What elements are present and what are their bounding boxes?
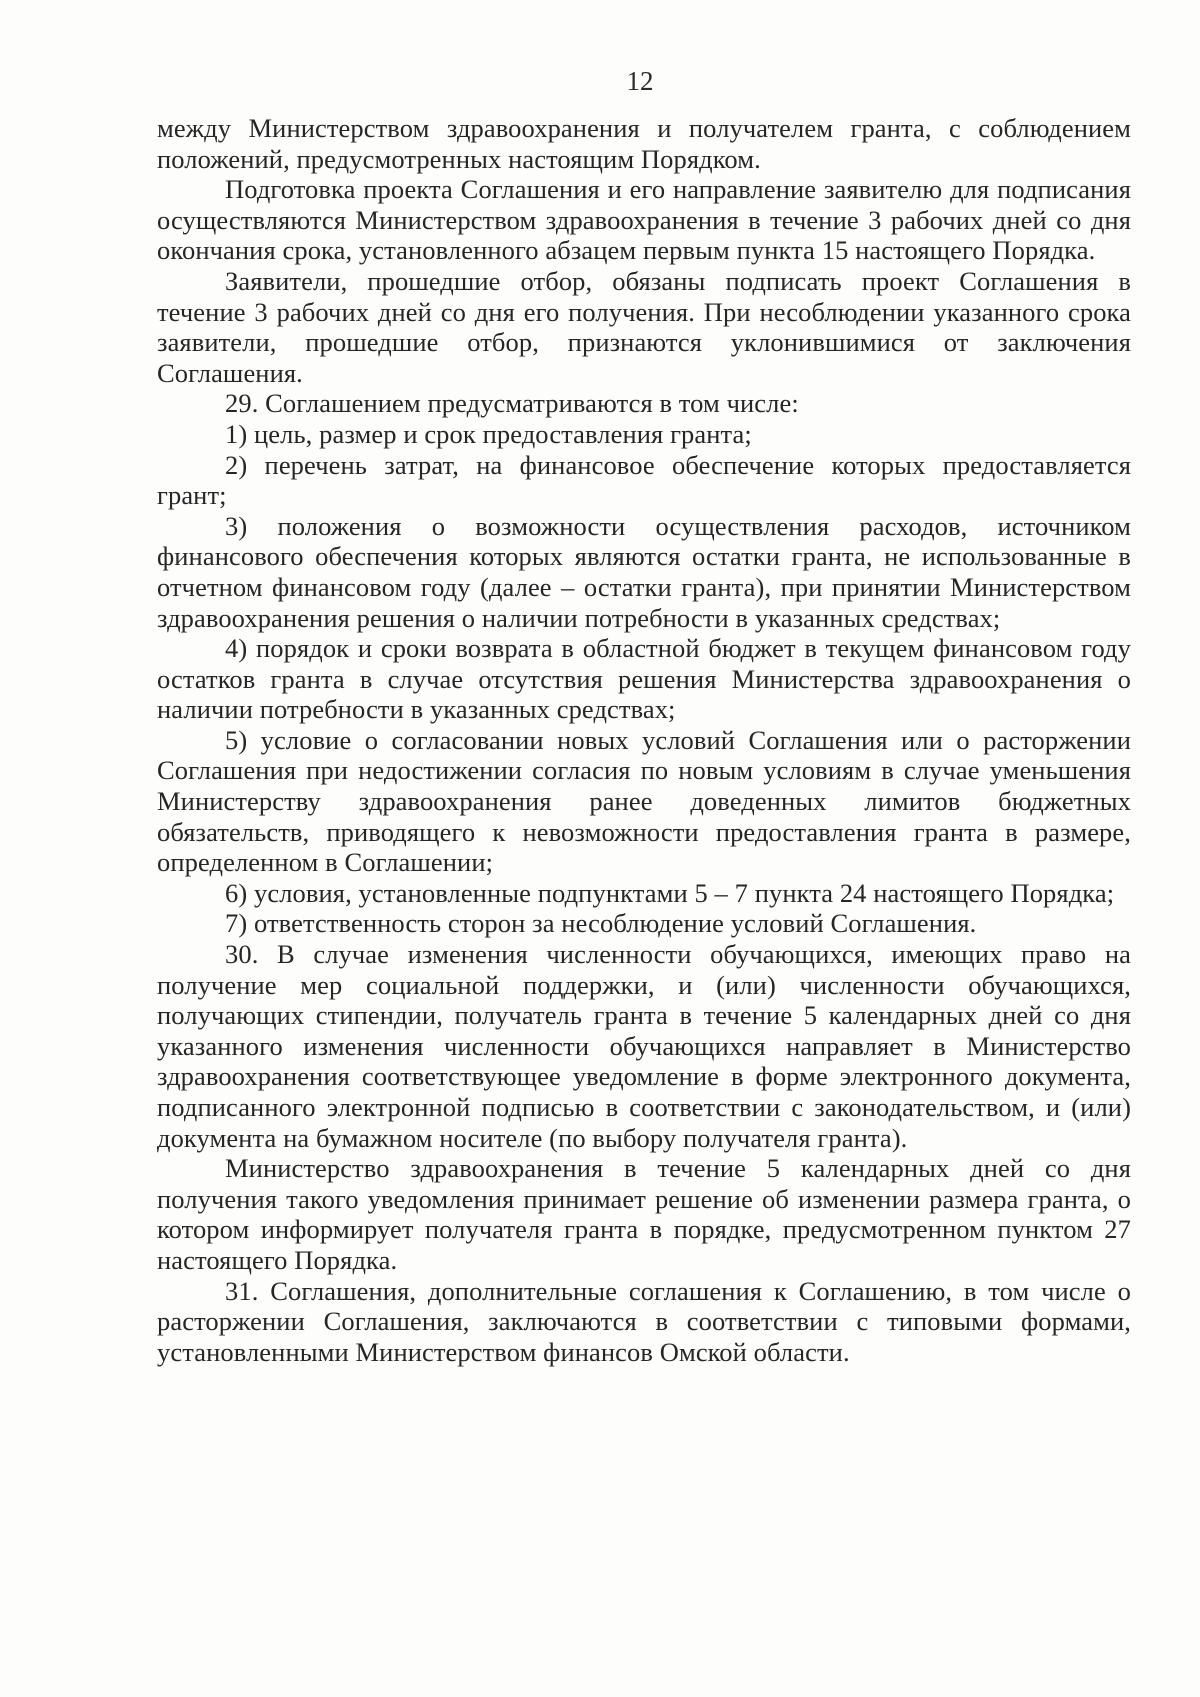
paragraph: 1) цель, размер и срок предоставления гранта;: [225, 418, 752, 449]
paragraph: Подготовка проекта Соглашения и его направление заявителю для подписания осуществляются Министерством здравоохранения в течение 3 рабочих дней со дня окончания срока, установленного абзацем первым пункта 15 настоящего Порядка.: [157, 174, 1131, 266]
paragraph: 30. В случае изменения численности обучающихся, имеющих право на получение мер социальной поддержки, и (или) численности обучающихся, получающих стипендии, получатель гранта в течение 5 календарных дней со дня указанного изменения численности обучающихся направляет в Министерство здравоохранения соответствующее уведомление в форме электронного документа, подписанного электронной подписью в соответствии с законодательством, и (или) документа на бумажном носителе (по выбору получателя гранта).: [157, 939, 1131, 1153]
paragraph: 3) положения о возможности осуществления расходов, источником финансового обеспечения которых являются остатки гранта, не использованные в отчетном финансовом году (далее – остатки гранта), при принятии Министерством здравоохранения решения о наличии потребности в указанных средствах;: [157, 510, 1131, 633]
paragraph: 31. Соглашения, дополнительные соглашения к Соглашению, в том числе о расторжении Соглашения, заключаются в соответствии с типовыми формами, установленными Министерством финансов Омской области.: [157, 1275, 1131, 1367]
paragraph: 6) условия, установленные подпунктами 5 – 7 пункта 24 настоящего Порядка;: [225, 877, 1115, 908]
paragraph: 7) ответственность сторон за несоблюдение условий Соглашения.: [225, 908, 977, 939]
paragraph: 4) порядок и сроки возврата в областной бюджет в текущем финансовом году остатков гранта в случае отсутствия решения Министерства здравоохранения о наличии потребности в указанных средствах;: [157, 633, 1131, 725]
paragraph: 5) условие о согласовании новых условий Соглашения или о расторжении Соглашения при недостижении согласия по новым условиям в случае уменьшения Министерству здравоохранения ранее доведенных лимитов бюджетных обязательств, приводящего к невозможности предоставления гранта в размере, определенном в Соглашении;: [157, 724, 1131, 878]
paragraph: Заявители, прошедшие отбор, обязаны подписать проект Соглашения в течение 3 рабочих дней со дня его получения. При несоблюдении указанного срока заявители, прошедшие отбор, признаются уклонившимися от заключения Соглашения.: [157, 265, 1131, 388]
document-body: [157, 113, 1131, 1367]
paragraph: Министерство здравоохранения в течение 5 календарных дней со дня получения такого уведомления принимает решение об изменении размера гранта, о котором информирует получателя гранта в порядке, предусмотренном пунктом 27 настоящего Порядка.: [157, 1153, 1131, 1275]
page-number: 12: [626, 66, 654, 96]
paragraph: между Министерством здравоохранения и получателем гранта, с соблюдением положений, предусмотренных настоящим Порядком.: [157, 113, 1131, 174]
paragraph: 2) перечень затрат, на финансовое обеспечение которых предоставляется грант;: [157, 449, 1131, 511]
paragraph: 29. Соглашением предусматриваются в том числе:: [225, 388, 799, 419]
